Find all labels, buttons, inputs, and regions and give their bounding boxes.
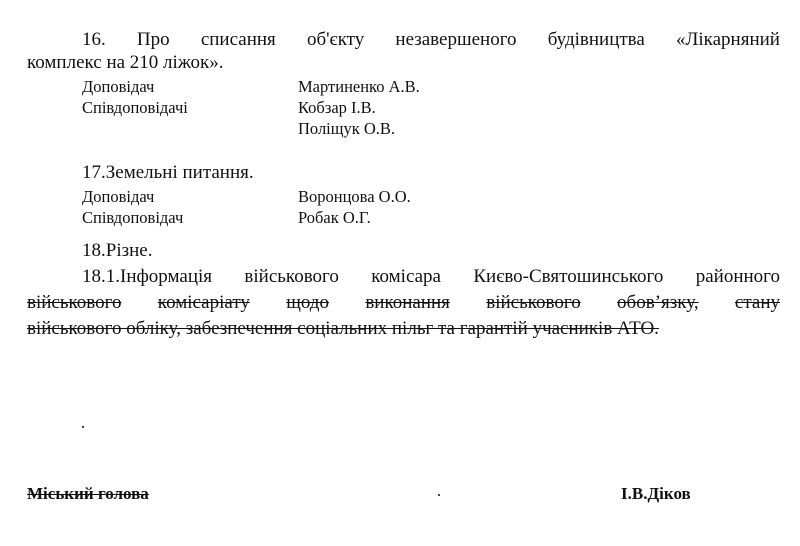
item16-heading-line2: комплекс на 210 ліжок». [27, 52, 224, 73]
item18-heading: 18.Різне. [82, 240, 153, 261]
item16-reporter-label: Доповідач [82, 77, 155, 96]
signature-name: І.В.Діков [621, 484, 691, 503]
item16-word: Про [136, 29, 170, 50]
item18-1-line1: 18.1.Інформація військового комісара Києво-Святошинського районного [82, 266, 780, 287]
scan-speck [438, 494, 440, 496]
item18-word: комісаріату [157, 292, 250, 313]
item17-coreporter-label: Співдоповідач [82, 208, 184, 227]
item18-1-line3: військового обліку, забезпечення соціальних пільг та гарантій учасників АТО. [27, 318, 659, 339]
scan-speck [82, 426, 84, 428]
item16-coreporters-label: Співдоповідачі [82, 98, 188, 117]
item16-word: списання [200, 29, 276, 50]
item16-word: будівництва [547, 29, 645, 50]
item17-reporter-name: Воронцова О.О. [298, 187, 411, 206]
item16-word: «Лікарняний [676, 29, 780, 50]
item16-word: об'єкту [306, 29, 365, 50]
item17-reporter-label: Доповідач [82, 187, 155, 206]
item16-heading-line1 [82, 29, 780, 51]
item16-word: 16. [82, 29, 106, 50]
item17-heading: 17.Земельні питання. [82, 162, 254, 183]
item16-coreporter-2: Поліщук О.В. [298, 119, 396, 138]
item17-coreporter-name: Робак О.Г. [298, 208, 371, 227]
item18-word: військового [486, 292, 581, 313]
item18-word: стану [734, 292, 780, 313]
item16-word: незавершеного [395, 29, 517, 50]
item18-word: щодо [286, 292, 329, 313]
item16-coreporter-1: Кобзар І.В. [298, 98, 376, 117]
item18-word: обов’язку, [617, 292, 699, 313]
item16-reporter-name: Мартиненко А.В. [298, 77, 420, 96]
item18-word: виконання [365, 292, 450, 313]
item18-word: військового [27, 292, 122, 313]
signature-title: Міський голова [27, 484, 149, 503]
item18-1-line2 [27, 292, 780, 314]
